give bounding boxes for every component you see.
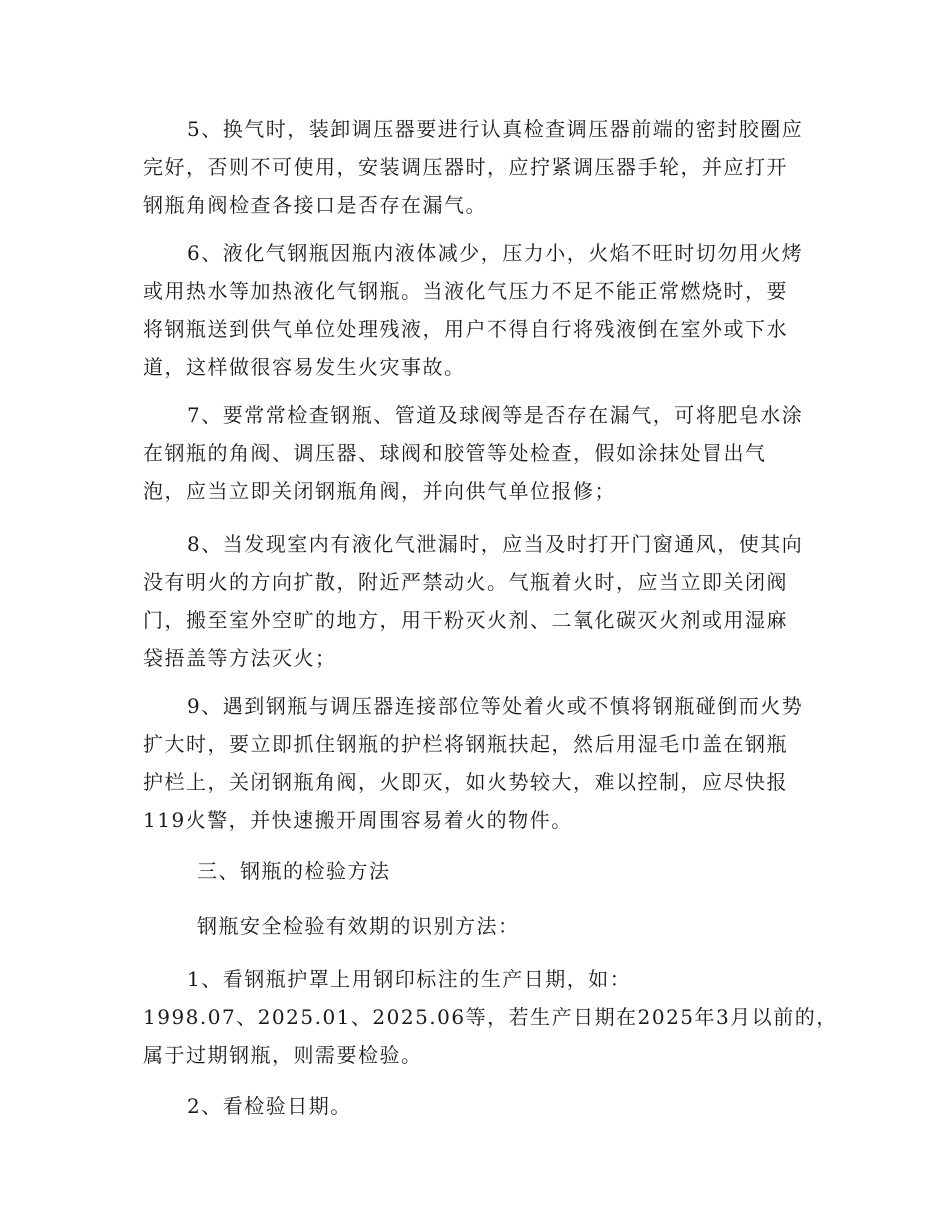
text-line: 8、当发现室内有液化气泄漏时，应当及时打开门窗通风，使其向 (187, 532, 804, 556)
item-1 (143, 960, 838, 1074)
item-2-text: 2、看检验日期。 (187, 1094, 352, 1118)
heading-text: 三、钢瓶的检验方法 (197, 859, 391, 883)
text-line: 或用热水等加热液化气钢瓶。当液化气压力不足不能正常燃烧时，要 (143, 279, 788, 303)
text-line: 将钢瓶送到供气单位处理残液，用户不得自行将残液倒在室外或下水 (143, 317, 788, 341)
text-line: 护栏上，关闭钢瓶角阀，火即灭，如火势较大，难以控制，应尽快报 (143, 770, 788, 794)
text-line: 9、遇到钢瓶与调压器连接部位等处着火或不慎将钢瓶碰倒而火势 (187, 694, 804, 718)
text-line: 泡，应当立即关闭钢瓶角阀，并向供气单位报修； (143, 479, 616, 503)
text-line: 1998.07、2025.01、2025.06等，若生产日期在2025年3月以前的， (143, 1005, 838, 1029)
paragraph-8 (143, 525, 808, 677)
text-line: 6、液化气钢瓶因瓶内液体减少，压力小，火焰不旺时切勿用火烤 (187, 241, 804, 265)
text-line: 袋捂盖等方法灭火； (143, 646, 337, 670)
text-line: 扩大时，要立即抓住钢瓶的护栏将钢瓶扶起，然后用湿毛巾盖在钢瓶 (143, 732, 788, 756)
text-line: 门，搬至室外空旷的地方，用干粉灭火剂、二氧化碳灭火剂或用湿麻 (143, 608, 788, 632)
text-line: 在钢瓶的角阀、调压器、球阀和胶管等处检查，假如涂抹处冒出气 (143, 441, 767, 465)
text-line: 1、看钢瓶护罩上用钢印标注的生产日期，如： (187, 967, 632, 991)
paragraph-5 (143, 110, 808, 224)
text-line: 119火警，并快速搬开周围容易着火的物件。 (143, 808, 573, 832)
text-line: 完好，否则不可使用，安装调压器时，应拧紧调压器手轮，并应打开 (143, 155, 788, 179)
text-line: 5、换气时，装卸调压器要进行认真检查调压器前端的密封胶圈应 (187, 117, 804, 141)
item-2 (143, 1087, 808, 1125)
text-line: 属于过期钢瓶，则需要检验。 (143, 1043, 423, 1067)
paragraph-6 (143, 234, 808, 386)
intro-paragraph (143, 907, 808, 945)
intro-text: 钢瓶安全检验有效期的识别方法： (197, 914, 520, 938)
text-line: 7、要常常检查钢瓶、管道及球阀等是否存在漏气，可将肥皂水涂 (187, 403, 804, 427)
paragraph-7 (143, 396, 808, 510)
text-line: 钢瓶角阀检查各接口是否存在漏气。 (143, 193, 487, 217)
paragraph-9 (143, 687, 808, 839)
text-line: 没有明火的方向扩散，附近严禁动火。气瓶着火时，应当立即关闭阀 (143, 570, 788, 594)
section-heading (143, 852, 808, 890)
text-line: 道，这样做很容易发生火灾事故。 (143, 355, 466, 379)
